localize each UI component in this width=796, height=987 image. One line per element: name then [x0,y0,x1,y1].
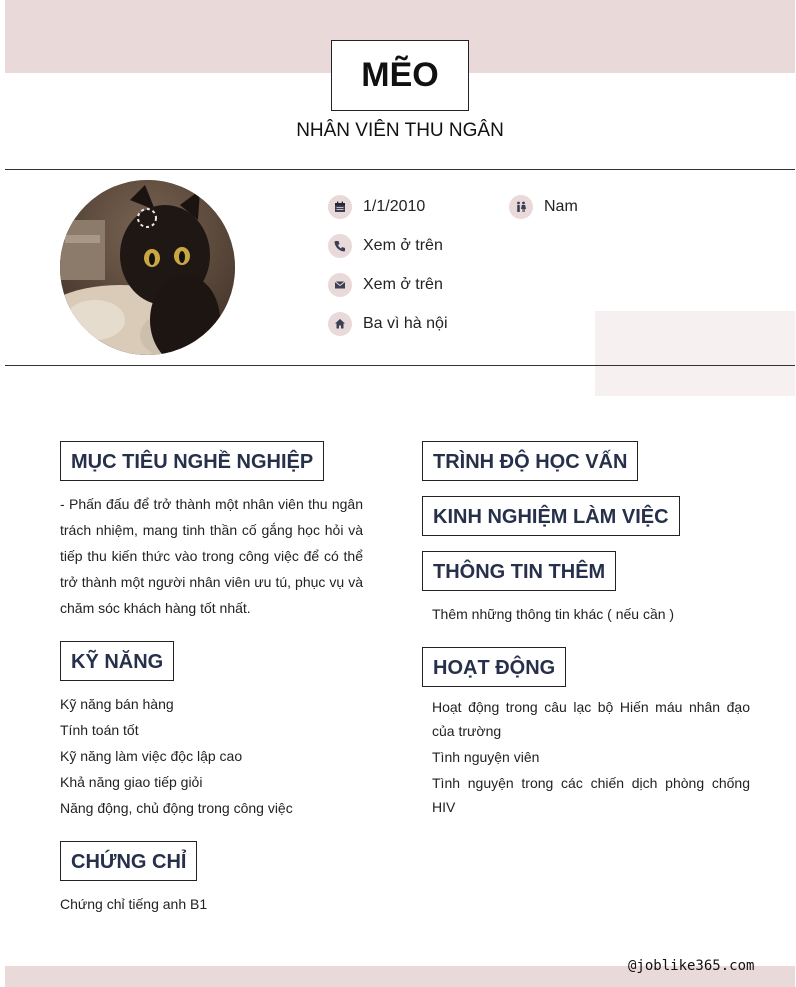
candidate-name: MẼO [331,40,469,111]
cat-photo-icon [60,180,235,355]
section-title-experience: KINH NGHIỆM LÀM VIỆC [422,496,680,536]
list-item: Kỹ năng bán hàng [60,696,174,712]
list-item: Năng động, chủ động trong công việc [60,800,293,816]
birthday-text: 1/1/2010 [363,198,426,215]
list-item: Kỹ năng làm việc độc lập cao [60,748,243,764]
email-text: Xem ở trên [363,276,443,293]
avatar [60,180,235,355]
email-icon [328,273,352,297]
phone-icon [328,234,352,258]
objective-text: - Phấn đấu để trở thành một nhân viên thu ngân trách nhiệm, mang tinh thần cố gắng học hỏi và tiếp thu kiến thức vào trong công việc để có thể trở thành một người nhân viên ưu tú, phục vụ và chăm sóc khách hàng tốt nhất. [60,496,363,616]
contact-phone [328,234,443,258]
address-text: Ba vì hà nội [363,315,448,332]
additional-text: Thêm những thông tin khác ( nếu cần ) [432,606,675,622]
contact-email [328,273,443,297]
skills-list [60,691,363,821]
gender-text: Nam [544,198,578,215]
watermark: @joblike365.com [628,958,755,974]
job-title: NHÂN VIÊN THU NGÂN [296,120,504,141]
section-title-skills: KỸ NĂNG [60,641,174,681]
contact-birthday [328,195,425,219]
activities-list [432,695,750,819]
gender-icon [509,195,533,219]
decorative-block [595,311,795,396]
section-title-additional: THÔNG TIN THÊM [422,551,616,591]
certificates-list [60,891,363,917]
list-item: Tình nguyện trong các chiến dịch phòng chống HIV [432,775,750,815]
list-item: Chứng chỉ tiếng anh B1 [60,896,208,912]
list-item: Hoạt động trong câu lạc bộ Hiến máu nhân đạo của trường [432,699,750,739]
phone-text: Xem ở trên [363,237,443,254]
divider-bottom [5,365,795,366]
section-title-activities: HOẠT ĐỘNG [422,647,566,687]
home-icon [328,312,352,336]
list-item: Tính toán tốt [60,722,139,738]
contact-address [328,312,448,336]
divider-top [5,169,795,170]
calendar-icon [328,195,352,219]
list-item: Khả năng giao tiếp giỏi [60,774,203,790]
section-title-objective: MỤC TIÊU NGHỀ NGHIỆP [60,441,324,481]
section-title-education: TRÌNH ĐỘ HỌC VẤN [422,441,638,481]
list-item: Tình nguyện viên [432,749,540,765]
contact-gender [509,195,578,219]
section-title-certificates: CHỨNG CHỈ [60,841,197,881]
